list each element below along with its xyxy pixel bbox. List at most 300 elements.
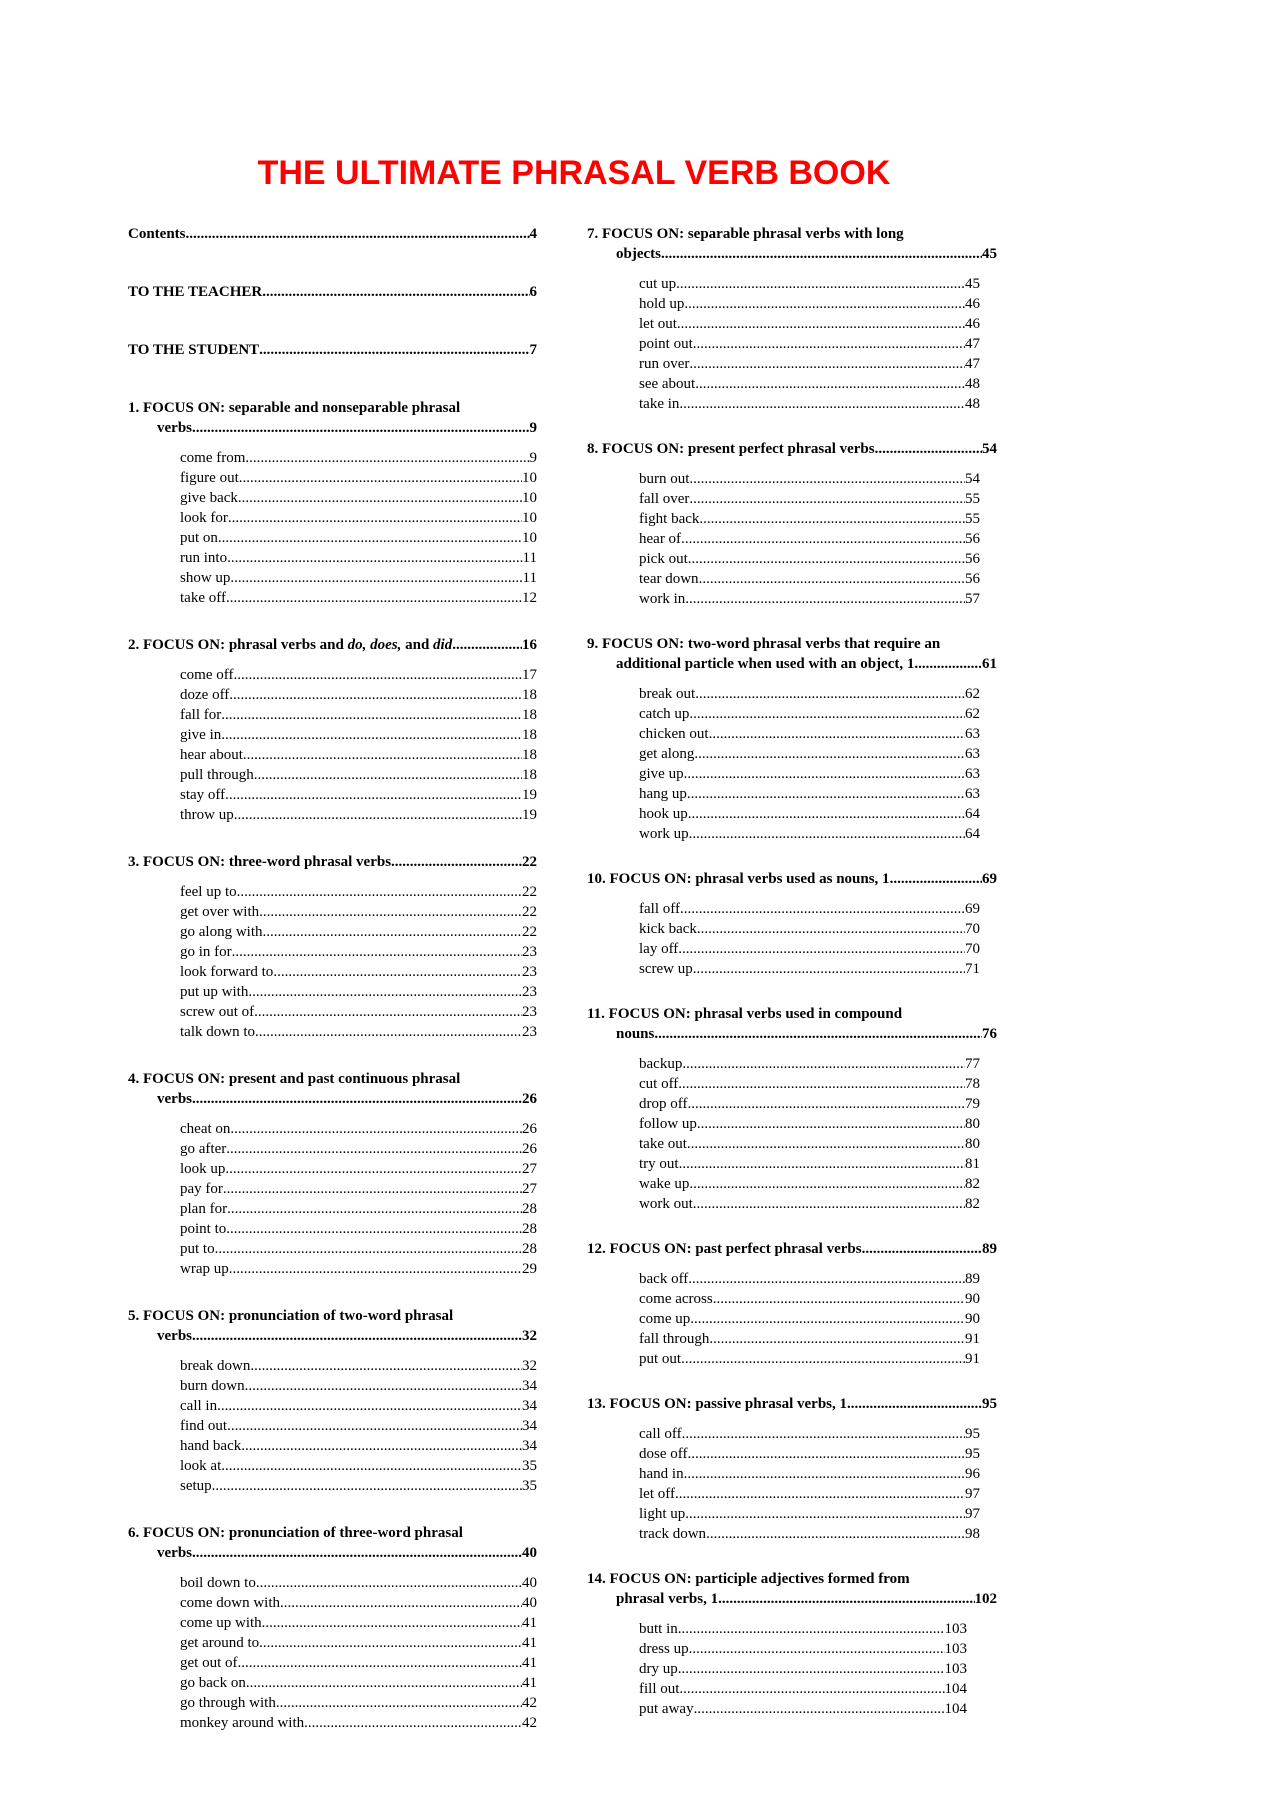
toc-entry-page: 10: [522, 510, 537, 526]
toc-section: [587, 1004, 997, 1214]
toc-entry-page: 10: [522, 530, 537, 546]
toc-entry-contents[interactable]: [128, 224, 537, 244]
toc-entry-label: give in: [180, 727, 222, 743]
toc-subentry[interactable]: [180, 548, 537, 568]
toc-subentry[interactable]: [639, 744, 980, 764]
toc-subentry[interactable]: [180, 942, 537, 962]
toc-entry-page: 6: [529, 284, 537, 300]
toc-entry-page: 82: [965, 1176, 980, 1192]
toc-entry-label: let out: [639, 316, 677, 332]
toc-subentry[interactable]: [180, 1436, 537, 1456]
toc-entry-page: 18: [522, 727, 537, 743]
toc-subentry[interactable]: [180, 785, 537, 805]
toc-subentry[interactable]: [180, 568, 537, 588]
heading-text-part: did: [433, 637, 453, 653]
toc-entry-label: work out: [639, 1196, 693, 1212]
toc-section-heading[interactable]: [587, 1394, 997, 1414]
toc-entry-label: Contents: [128, 226, 186, 242]
toc-entry-page: 63: [965, 766, 980, 782]
toc-subentry[interactable]: [180, 1573, 537, 1593]
toc-subentry[interactable]: [639, 489, 980, 509]
toc-entry-label: see about: [639, 376, 696, 392]
toc-entry-label: get along: [639, 746, 695, 762]
toc-subentry[interactable]: [639, 724, 980, 744]
toc-entry-label: come up with: [180, 1615, 262, 1631]
toc-entry-page: 4: [529, 226, 537, 242]
toc-subentry[interactable]: [180, 1219, 537, 1239]
heading-text-part: does,: [370, 637, 402, 653]
toc-entry-label: hold up: [639, 296, 685, 312]
toc-subentry[interactable]: [180, 1713, 537, 1733]
toc-subentry[interactable]: [180, 902, 537, 922]
toc-section: [128, 1523, 537, 1733]
toc-section: [128, 635, 537, 825]
toc-subentry[interactable]: [639, 784, 980, 804]
toc-entry-label: come across: [639, 1291, 713, 1307]
toc-subentry[interactable]: [639, 374, 980, 394]
toc-subentry[interactable]: [639, 1329, 980, 1349]
toc-subentry[interactable]: [639, 1054, 980, 1074]
toc-entry-label: monkey around with: [180, 1715, 305, 1731]
toc-subentry[interactable]: [639, 1424, 980, 1444]
toc-subentry[interactable]: [639, 1659, 967, 1679]
toc-entry-page: 18: [522, 747, 537, 763]
toc-entry-page: 46: [965, 296, 980, 312]
toc-entry-page: 47: [965, 336, 980, 352]
toc-entry-label: fall for: [180, 707, 222, 723]
toc-subentry[interactable]: [180, 448, 537, 468]
toc-entry-label: 3. FOCUS ON: three-word phrasal verbs: [128, 854, 392, 870]
toc-entry-page: 42: [522, 1695, 537, 1711]
toc-subentry[interactable]: [639, 1194, 980, 1214]
toc-section: [128, 1306, 537, 1496]
toc-section-heading-cont[interactable]: [587, 1024, 997, 1044]
toc-subentry[interactable]: [180, 685, 537, 705]
toc-entry-page: 63: [965, 786, 980, 802]
toc-subentry[interactable]: [639, 314, 980, 334]
toc-subentry[interactable]: [180, 468, 537, 488]
toc-subentry[interactable]: [180, 488, 537, 508]
toc-entry-label: verbs: [157, 1328, 192, 1344]
toc-subentry[interactable]: [639, 1114, 980, 1134]
toc-subentries: [128, 1119, 537, 1279]
toc-entry-label: call in: [180, 1398, 218, 1414]
toc-entry-to-the-student[interactable]: [128, 340, 537, 360]
toc-entry-label: 13. FOCUS ON: passive phrasal verbs, 1: [587, 1396, 848, 1412]
toc-entry-page: 55: [965, 511, 980, 527]
toc-entry-label: fill out: [639, 1681, 680, 1697]
toc-entry-page: 32: [522, 1328, 537, 1344]
toc-subentries: [587, 1054, 997, 1214]
toc-subentry[interactable]: [639, 529, 980, 549]
toc-subentry[interactable]: [639, 1464, 980, 1484]
toc-subentries: [128, 1573, 537, 1733]
toc-entry-page: 18: [522, 687, 537, 703]
toc-entry-page: 62: [965, 706, 980, 722]
toc-entry-page: 47: [965, 356, 980, 372]
toc-subentries: [587, 274, 997, 414]
toc-subentry[interactable]: [639, 764, 980, 784]
toc-section-heading[interactable]: [128, 635, 537, 655]
toc-entry-page: 91: [965, 1331, 980, 1347]
toc-subentry[interactable]: [639, 824, 980, 844]
toc-entry-page: 70: [965, 941, 980, 957]
toc-subentry[interactable]: [180, 528, 537, 548]
toc-section-heading[interactable]: [587, 439, 997, 459]
toc-entry-label: 10. FOCUS ON: phrasal verbs used as nouns, 1: [587, 871, 890, 887]
toc-entry-page: 35: [522, 1478, 537, 1494]
toc-subentry[interactable]: [180, 982, 537, 1002]
toc-subentry[interactable]: [639, 1269, 980, 1289]
toc-subentry[interactable]: [180, 508, 537, 528]
toc-entry-label: work in: [639, 591, 686, 607]
toc-subentry[interactable]: [639, 704, 980, 724]
toc-entry-page: 98: [965, 1526, 980, 1542]
toc-subentry[interactable]: [180, 1022, 537, 1042]
toc-subentry[interactable]: [639, 569, 980, 589]
toc-entry-label: come off: [180, 667, 234, 683]
toc-subentries: [128, 1356, 537, 1496]
toc-section: [587, 1394, 997, 1544]
toc-entry-page: 23: [522, 1024, 537, 1040]
toc-entry-page: 41: [522, 1615, 537, 1631]
toc-section-heading-cont[interactable]: [128, 1326, 537, 1346]
toc-section-heading[interactable]: [128, 852, 537, 872]
toc-entry-label: backup: [639, 1056, 683, 1072]
toc-entry-page: 81: [965, 1156, 980, 1172]
toc-entry-label: verbs: [157, 420, 192, 436]
toc-subentry[interactable]: [639, 804, 980, 824]
toc-section-heading[interactable]: 6. FOCUS ON: pronunciation of three-word phrasal: [128, 1525, 463, 1541]
toc-section-heading[interactable]: [587, 1239, 997, 1259]
toc-subentry[interactable]: [639, 509, 980, 529]
toc-subentries: [587, 684, 997, 844]
toc-entry-label: screw out of: [180, 1004, 255, 1020]
toc-subentry[interactable]: [639, 1174, 980, 1194]
toc-entry-page: 41: [522, 1675, 537, 1691]
toc-subentry[interactable]: [180, 805, 537, 825]
toc-section-heading[interactable]: 1. FOCUS ON: separable and nonseparable phrasal: [128, 400, 461, 416]
toc-entry-page: 35: [522, 1458, 537, 1474]
toc-entry-page: 9: [529, 420, 537, 436]
toc-subentry[interactable]: [639, 354, 980, 374]
toc-subentry[interactable]: [639, 394, 980, 414]
document-title: THE ULTIMATE PHRASAL VERB BOOK: [257, 154, 891, 192]
toc-entry-page: 18: [522, 767, 537, 783]
toc-entry-page: 48: [965, 376, 980, 392]
toc-entry-label: let off: [639, 1486, 675, 1502]
toc-subentry[interactable]: [180, 1179, 537, 1199]
toc-entry-label: dry up: [639, 1661, 678, 1677]
toc-section-heading-cont[interactable]: [128, 1543, 537, 1563]
toc-entry-label: go in for: [180, 944, 232, 960]
toc-section-heading-cont[interactable]: [587, 244, 997, 264]
toc-entry-label: burn out: [639, 471, 690, 487]
toc-subentry[interactable]: [639, 1134, 980, 1154]
toc-entry-label: hand back: [180, 1438, 242, 1454]
toc-subentry[interactable]: [639, 1154, 980, 1174]
toc-section: [587, 224, 997, 414]
toc-subentry[interactable]: [180, 1613, 537, 1633]
toc-section: [128, 852, 537, 1042]
toc-entry-label: look at: [180, 1458, 222, 1474]
toc-subentry[interactable]: [639, 1639, 967, 1659]
toc-entry-page: 17: [522, 667, 537, 683]
toc-subentry[interactable]: [639, 1484, 980, 1504]
toc-subentry[interactable]: [180, 1633, 537, 1653]
toc-entry-page: 23: [522, 984, 537, 1000]
toc-subentry[interactable]: [180, 1416, 537, 1436]
toc-entry-page: 56: [965, 531, 980, 547]
toc-subentry[interactable]: [180, 1356, 537, 1376]
toc-entry-page: 89: [982, 1241, 997, 1257]
toc-entry-page: 63: [965, 726, 980, 742]
toc-subentry[interactable]: [180, 1653, 537, 1673]
toc-subentries: [587, 1424, 997, 1544]
toc-entry-label: feel up to: [180, 884, 237, 900]
toc-subentry[interactable]: [180, 882, 537, 902]
toc-subentries: [128, 665, 537, 825]
toc-subentries: [587, 899, 997, 979]
toc-subentry[interactable]: [639, 294, 980, 314]
toc-subentry[interactable]: [180, 1119, 537, 1139]
toc-entry-label: pay for: [180, 1181, 223, 1197]
toc-subentry[interactable]: [180, 1159, 537, 1179]
toc-section: [587, 439, 997, 609]
heading-text-part: do,: [347, 637, 367, 653]
toc-subentry[interactable]: [180, 665, 537, 685]
toc-section-heading[interactable]: 9. FOCUS ON: two-word phrasal verbs that require an: [587, 636, 941, 652]
toc-entry-page: 97: [965, 1506, 980, 1522]
toc-entry-label: go after: [180, 1141, 227, 1157]
toc-entry-page: 34: [522, 1398, 537, 1414]
toc-entry-label: phrasal verbs, 1: [616, 1591, 719, 1607]
toc-entry-label: follow up: [639, 1116, 697, 1132]
toc-entry-page: 96: [965, 1466, 980, 1482]
toc-entry-page: 23: [522, 944, 537, 960]
toc-entry-page: 62: [965, 686, 980, 702]
toc-entry-page: 19: [522, 787, 537, 803]
toc-entry-label: plan for: [180, 1201, 228, 1217]
toc-entry-label: take out: [639, 1136, 687, 1152]
toc-subentry[interactable]: [180, 1673, 537, 1693]
toc-section: [587, 634, 997, 844]
toc-section-heading-cont[interactable]: [128, 418, 537, 438]
toc-subentry[interactable]: [639, 1524, 980, 1544]
toc-entry-label: run into: [180, 550, 228, 566]
toc-entry-page: 57: [965, 591, 980, 607]
toc-entry-label: take in: [639, 396, 680, 412]
toc-subentry[interactable]: [639, 1309, 980, 1329]
toc-entry-page: 90: [965, 1311, 980, 1327]
toc-subentry[interactable]: [180, 1199, 537, 1219]
toc-section-heading[interactable]: 5. FOCUS ON: pronunciation of two-word phrasal: [128, 1308, 454, 1324]
toc-entry-label: come down with: [180, 1595, 280, 1611]
toc-subentry[interactable]: [180, 1476, 537, 1496]
toc-entry-page: 80: [965, 1116, 980, 1132]
toc-subentries: [587, 1269, 997, 1369]
toc-section: [128, 398, 537, 608]
toc-entry-page: 40: [522, 1595, 537, 1611]
toc-subentry[interactable]: [180, 1396, 537, 1416]
toc-entry-label: hear of: [639, 531, 682, 547]
toc-subentry[interactable]: [639, 1504, 980, 1524]
toc-entry-page: 10: [522, 470, 537, 486]
toc-subentry[interactable]: [180, 1259, 537, 1279]
toc-subentry[interactable]: [180, 1239, 537, 1259]
toc-subentry[interactable]: [639, 939, 980, 959]
toc-entry-page: 23: [522, 964, 537, 980]
toc-subentry[interactable]: [639, 589, 980, 609]
toc-entry-page: 28: [522, 1221, 537, 1237]
toc-subentry[interactable]: [180, 922, 537, 942]
toc-entry-page: 34: [522, 1418, 537, 1434]
toc-entry-label: go along with: [180, 924, 263, 940]
toc-entry-label: get over with: [180, 904, 260, 920]
toc-subentries: [128, 882, 537, 1042]
toc-entry-label: fall off: [639, 901, 680, 917]
toc-entry-page: 104: [944, 1701, 967, 1717]
toc-subentry[interactable]: [639, 1074, 980, 1094]
toc-entry-page: 69: [965, 901, 980, 917]
toc-entry-label: get out of: [180, 1655, 238, 1671]
toc-entry-page: 18: [522, 707, 537, 723]
toc-entry-page: 22: [522, 924, 537, 940]
toc-entry-label: throw up: [180, 807, 234, 823]
toc-subentry[interactable]: [180, 745, 537, 765]
toc-subentry[interactable]: [180, 588, 537, 608]
toc-entry-page: 76: [982, 1026, 997, 1042]
toc-entry-page: 45: [982, 246, 997, 262]
toc-entry-page: 7: [529, 342, 537, 358]
toc-section-heading[interactable]: 7. FOCUS ON: separable phrasal verbs with long: [587, 226, 904, 242]
toc-section-heading-cont[interactable]: [587, 1589, 997, 1609]
toc-subentry[interactable]: [180, 1139, 537, 1159]
toc-subentry[interactable]: [639, 1619, 967, 1639]
toc-entry-label: stay off: [180, 787, 226, 803]
toc-subentry[interactable]: [639, 1444, 980, 1464]
toc-entry-page: 41: [522, 1635, 537, 1651]
toc-entry-page: 27: [522, 1161, 537, 1177]
toc-entry-page: 42: [522, 1715, 537, 1731]
toc-entry-label: catch up: [639, 706, 690, 722]
toc-entry-page: 89: [965, 1271, 980, 1287]
toc-subentry[interactable]: [639, 1094, 980, 1114]
toc-subentry[interactable]: [639, 334, 980, 354]
toc-entry-page: 12: [522, 590, 537, 606]
toc-subentry[interactable]: [180, 1593, 537, 1613]
toc-subentry[interactable]: [180, 1456, 537, 1476]
toc-subentry[interactable]: [639, 1699, 967, 1719]
toc-entry-label: give back: [180, 490, 238, 506]
toc-entry-page: 103: [944, 1621, 967, 1637]
toc-entry-label: put on: [180, 530, 218, 546]
toc-entry-page: 61: [982, 656, 997, 672]
contents-right-column: [587, 224, 997, 1719]
toc-subentry[interactable]: [639, 1679, 967, 1699]
toc-section: [587, 1239, 997, 1369]
toc-entry-page: 63: [965, 746, 980, 762]
toc-entry-page: 22: [522, 854, 537, 870]
toc-section-heading[interactable]: 4. FOCUS ON: present and past continuous phrasal: [128, 1071, 461, 1087]
toc-entry-label: wrap up: [180, 1261, 229, 1277]
toc-entry-label: tear down: [639, 571, 699, 587]
toc-entry-page: 95: [982, 1396, 997, 1412]
toc-entry-label: break down: [180, 1358, 251, 1374]
toc-subentry[interactable]: [180, 1693, 537, 1713]
toc-entry-label: hand in: [639, 1466, 684, 1482]
toc-subentry[interactable]: [180, 962, 537, 982]
toc-entry-page: 41: [522, 1655, 537, 1671]
toc-entry-page: 22: [522, 884, 537, 900]
toc-section: [587, 869, 997, 979]
toc-entry-page: 97: [965, 1486, 980, 1502]
toc-entry-label: dose off: [639, 1446, 688, 1462]
toc-section-heading-cont[interactable]: [587, 654, 997, 674]
toc-subentry[interactable]: [639, 684, 980, 704]
toc-entry-to-the-teacher[interactable]: [128, 282, 537, 302]
toc-entry-label: burn down: [180, 1378, 245, 1394]
toc-section-heading[interactable]: 11. FOCUS ON: phrasal verbs used in compound: [587, 1006, 903, 1022]
toc-subentries: [587, 1619, 997, 1719]
toc-entry-label: dress up: [639, 1641, 689, 1657]
toc-entry-label: cut off: [639, 1076, 679, 1092]
toc-entry-label: figure out: [180, 470, 239, 486]
toc-entry-label: hear about: [180, 747, 243, 763]
toc-entry-page: 11: [522, 570, 537, 586]
toc-entry-label: come up: [639, 1311, 691, 1327]
toc-entry-page: 69: [982, 871, 997, 887]
toc-section-heading[interactable]: 14. FOCUS ON: participle adjectives formed from: [587, 1571, 910, 1587]
toc-section: [128, 1069, 537, 1279]
toc-subentry[interactable]: [180, 765, 537, 785]
toc-subentry[interactable]: [639, 1349, 980, 1369]
toc-section-heading[interactable]: [587, 869, 997, 889]
toc-entry-label: point to: [180, 1221, 227, 1237]
toc-subentry[interactable]: [180, 1002, 537, 1022]
toc-entry-label: show up: [180, 570, 231, 586]
toc-entry-label: track down: [639, 1526, 707, 1542]
toc-entry-label: point out: [639, 336, 693, 352]
toc-entry-label: back off: [639, 1271, 689, 1287]
toc-entry-label: fall through: [639, 1331, 710, 1347]
toc-entry-page: 32: [522, 1358, 537, 1374]
toc-entry-label: look up: [180, 1161, 226, 1177]
toc-section-heading-cont[interactable]: [128, 1089, 537, 1109]
toc-entry-label: fight back: [639, 511, 700, 527]
toc-subentry[interactable]: [639, 899, 980, 919]
toc-entry-page: 40: [522, 1575, 537, 1591]
toc-subentry[interactable]: [639, 1289, 980, 1309]
toc-subentry[interactable]: [180, 725, 537, 745]
toc-entry-label: butt in: [639, 1621, 678, 1637]
toc-subentry[interactable]: [639, 469, 980, 489]
toc-subentry[interactable]: [639, 919, 980, 939]
toc-entry-label: TO THE STUDENT: [128, 342, 260, 358]
toc-entry-label: TO THE TEACHER: [128, 284, 263, 300]
toc-subentry[interactable]: [180, 1376, 537, 1396]
toc-subentry[interactable]: [639, 959, 980, 979]
heading-text-part: and: [401, 637, 434, 653]
toc-subentry[interactable]: [639, 549, 980, 569]
toc-entry-page: 48: [965, 396, 980, 412]
toc-entry-page: 90: [965, 1291, 980, 1307]
toc-entry-page: 19: [522, 807, 537, 823]
toc-entry-label: lay off: [639, 941, 679, 957]
toc-subentry[interactable]: [639, 274, 980, 294]
toc-subentry[interactable]: [180, 705, 537, 725]
toc-entry-label: take off: [180, 590, 226, 606]
